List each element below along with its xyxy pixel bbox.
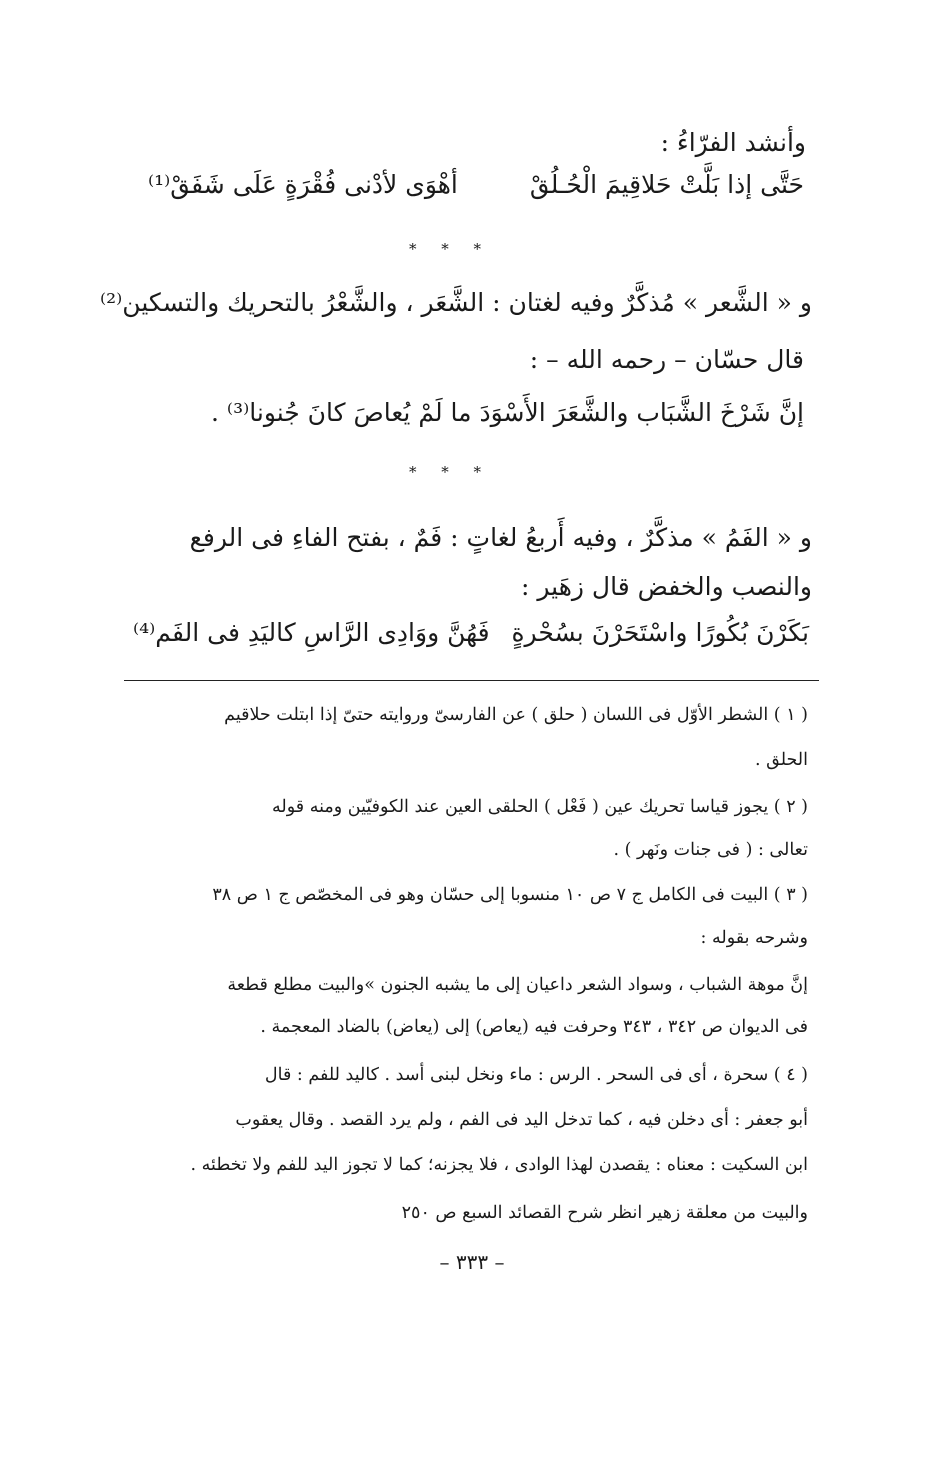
verse-1-first-hemistich: حَتَّى إذا بَلَّتْ حَلاقِيمَ الْحُـلُقْ <box>529 170 804 199</box>
footnote-divider <box>124 680 819 681</box>
footnote-4-line-2: أبو جعفر : أى دخلن فيه ، كما تدخل اليد فى الفم ، ولم يرد القصد . وقال يعقوب <box>235 1110 808 1130</box>
verse-1-second-hemistich: أهْوَى لأدْنى فُقْرَةٍ عَلَى شَفَقْ⁽¹⁾ <box>148 170 458 199</box>
page-number: – ٣٣٣ – <box>439 1250 505 1274</box>
verse-3-second-hemistich: فَهُنَّ ووَادِى الرَّاسِ كاليَدِ فى الفَم⁽⁴⁾ <box>133 618 490 647</box>
footnote-2-line-2: تعالى : ( فى جنات ونَهر ) . <box>613 840 808 860</box>
verse-2-hassan: إنَّ شَرْخَ الشَّبَاب والشَّعَرَ الأَسْوَدَ ما لَمْ يُعاصَ كانَ جُنونا⁽³⁾ . <box>211 398 804 427</box>
footnote-4-line-1: ( ٤ ) سحرة ، أى فى السحر . الرس : ماء ونخل لبنى أسد . كاليد للفم : قال <box>264 1065 808 1085</box>
paragraph-hassan-intro: قال حسّان – رحمه الله – : <box>529 345 804 374</box>
paragraph-zuhair-intro: والنصب والخفض قال زهَير : <box>521 572 812 601</box>
paragraph-shaar: و « الشَّعر » مُذكَّرٌ وفيه لغتان : الشَّعَر ، والشَّعْرُ بالتحريك والتسكين⁽²⁾ <box>100 288 812 317</box>
section-separator-1: * * * <box>408 240 492 258</box>
footnote-3-line-2: وشرحه بقوله : <box>700 928 808 948</box>
footnote-4-line-3: ابن السكيت : معناه : يقصدن لهذا الوادى ، فلا يجزنه؛ كما لا تجوز اليد للفم ولا تخطئه . <box>190 1155 808 1175</box>
footnote-4-line-4: والبيت من معلقة زهير انظر شرح القصائد السبع ص ٢٥٠ <box>401 1203 808 1223</box>
verse-3-first-hemistich: بَكَرْنَ بُكُورًا واسْتَحَرْنَ بسُحْرةٍ <box>511 618 809 647</box>
section-separator-2: * * * <box>408 463 492 481</box>
footnote-3-line-3: إنَّ موهة الشباب ، وسواد الشعر داعيان إلى ما يشبه الجنون »والبيت مطلع قطعة <box>227 975 808 995</box>
intro-line-farra: وأنشد الفرّاءُ : <box>660 128 806 157</box>
footnote-3-line-1: ( ٣ ) البيت فى الكامل ج ٧ ص ١٠ منسوبا إلى حسّان وهو فى المخصّص ج ١ ص ٣٨ <box>212 885 808 905</box>
footnote-3-line-4: فى الديوان ص ٣٤٢ ، ٣٤٣ وحرفت فيه (يعاص) إلى (يعاض) بالضاد المعجمة . <box>260 1017 808 1037</box>
footnote-1-line-1: ( ١ ) الشطر الأوّل فى اللسان ( حلق ) عن الفارسىّ وروايته حتىّ إذا ابتلت حلاقيم <box>224 705 808 725</box>
paragraph-fam: و « الفَمُ » مذكَّرٌ ، وفيه أَربعُ لغاتٍ : فَمٌ ، بفتح الفاءِ فى الرفع <box>189 523 812 552</box>
footnote-1-line-2: الحلق . <box>754 750 808 770</box>
footnote-2-line-1: ( ٢ ) يجوز قياسا تحريك عين ( فَعْل ) الحلقى العين عند الكوفيّين ومنه قوله <box>272 797 808 817</box>
